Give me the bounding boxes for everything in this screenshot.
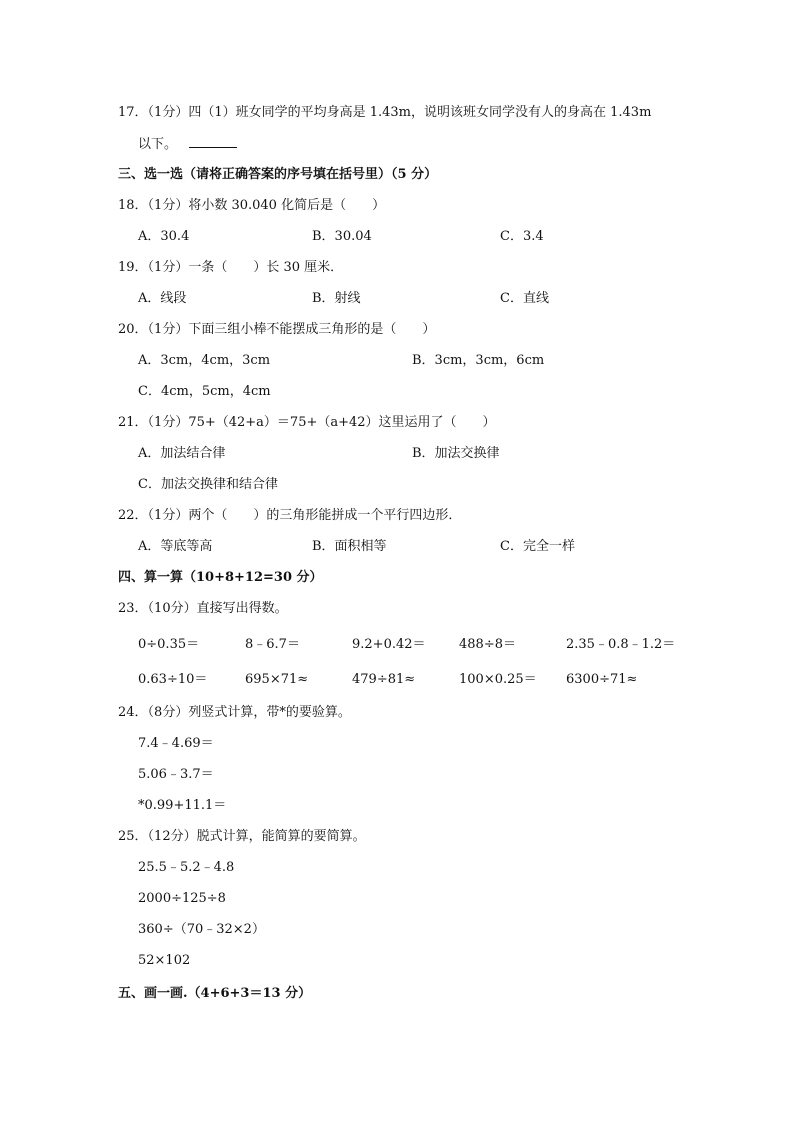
- q23-item: 9.2+0.42＝: [352, 637, 426, 652]
- question-20-option-a: A．3cm，4cm，3cm: [138, 353, 271, 368]
- section-5-title: 五、画一画.（4+6+3＝13 分）: [118, 986, 312, 1001]
- q23-item: 479÷81≈: [352, 672, 416, 687]
- question-22-option-c: C．完全一样: [500, 539, 575, 554]
- question-17-line1: 17．（1分）四（1）班女同学的平均身高是 1.43m，说明该班女同学没有人的身高在 1.43m: [118, 105, 652, 120]
- question-21-option-c: C．加法交换律和结合律: [138, 477, 278, 492]
- q23-item: 6300÷71≈: [566, 672, 638, 687]
- answer-blank: [189, 135, 237, 148]
- question-20-stem: 20．（1分）下面三组小棒不能摆成三角形的是（ ）: [118, 322, 436, 337]
- section-4-title: 四、算一算（10+8+12=30 分）: [118, 570, 323, 585]
- question-22-option-a: A．等底等高: [138, 539, 213, 554]
- q24-item: 7.4﹣4.69＝: [138, 736, 214, 751]
- q25-item: 360÷（70﹣32×2）: [138, 922, 265, 937]
- q23-item: 8﹣6.7＝: [245, 637, 300, 652]
- question-19-option-b: B．射线: [312, 291, 361, 306]
- question-18-option-b: B．30.04: [312, 229, 372, 244]
- q23-item: 2.35﹣0.8﹣1.2＝: [566, 637, 676, 652]
- question-18-stem: 18．（1分）将小数 30.040 化简后是（ ）: [118, 198, 386, 213]
- q23-item: 695×71≈: [245, 672, 309, 687]
- q25-item: 2000÷125÷8: [138, 891, 226, 906]
- q23-item: 0÷0.35＝: [138, 637, 200, 652]
- question-18-option-a: A．30.4: [138, 229, 190, 244]
- question-23-stem: 23．（10分）直接写出得数。: [118, 601, 288, 616]
- question-17-text: 以下。: [138, 137, 178, 152]
- q23-item: 100×0.25＝: [459, 672, 537, 687]
- question-24-stem: 24．（8分）列竖式计算，带*的要验算。: [118, 705, 351, 720]
- q24-item: *0.99+11.1＝: [138, 798, 227, 813]
- question-19-option-a: A．线段: [138, 291, 187, 306]
- q25-item: 25.5﹣5.2﹣4.8: [138, 860, 235, 875]
- question-21-stem: 21．（1分）75+（42+a）＝75+（a+42）这里运用了（ ）: [118, 415, 496, 430]
- question-17-line2: [138, 135, 237, 154]
- question-19-stem: 19．（1分）一条（ ）长 30 厘米．: [118, 260, 344, 275]
- q23-item: 488÷8＝: [459, 637, 516, 652]
- question-20-option-c: C．4cm，5cm，4cm: [138, 384, 271, 399]
- question-18-option-c: C．3.4: [500, 229, 544, 244]
- question-22-stem: 22．（1分）两个（ ）的三角形能拼成一个平行四边形．: [118, 508, 462, 523]
- q24-item: 5.06﹣3.7＝: [138, 767, 214, 782]
- question-21-option-a: A．加法结合律: [138, 446, 226, 461]
- question-19-option-c: C．直线: [500, 291, 549, 306]
- section-3-title: 三、选一选（请将正确答案的序号填在括号里）（5 分）: [118, 167, 438, 182]
- question-22-option-b: B．面积相等: [312, 539, 387, 554]
- question-21-option-b: B．加法交换律: [412, 446, 500, 461]
- question-20-option-b: B．3cm，3cm，6cm: [412, 353, 545, 368]
- q23-item: 0.63÷10＝: [138, 672, 208, 687]
- question-25-stem: 25．（12分）脱式计算，能简算的要简算。: [118, 829, 366, 844]
- q25-item: 52×102: [138, 953, 191, 968]
